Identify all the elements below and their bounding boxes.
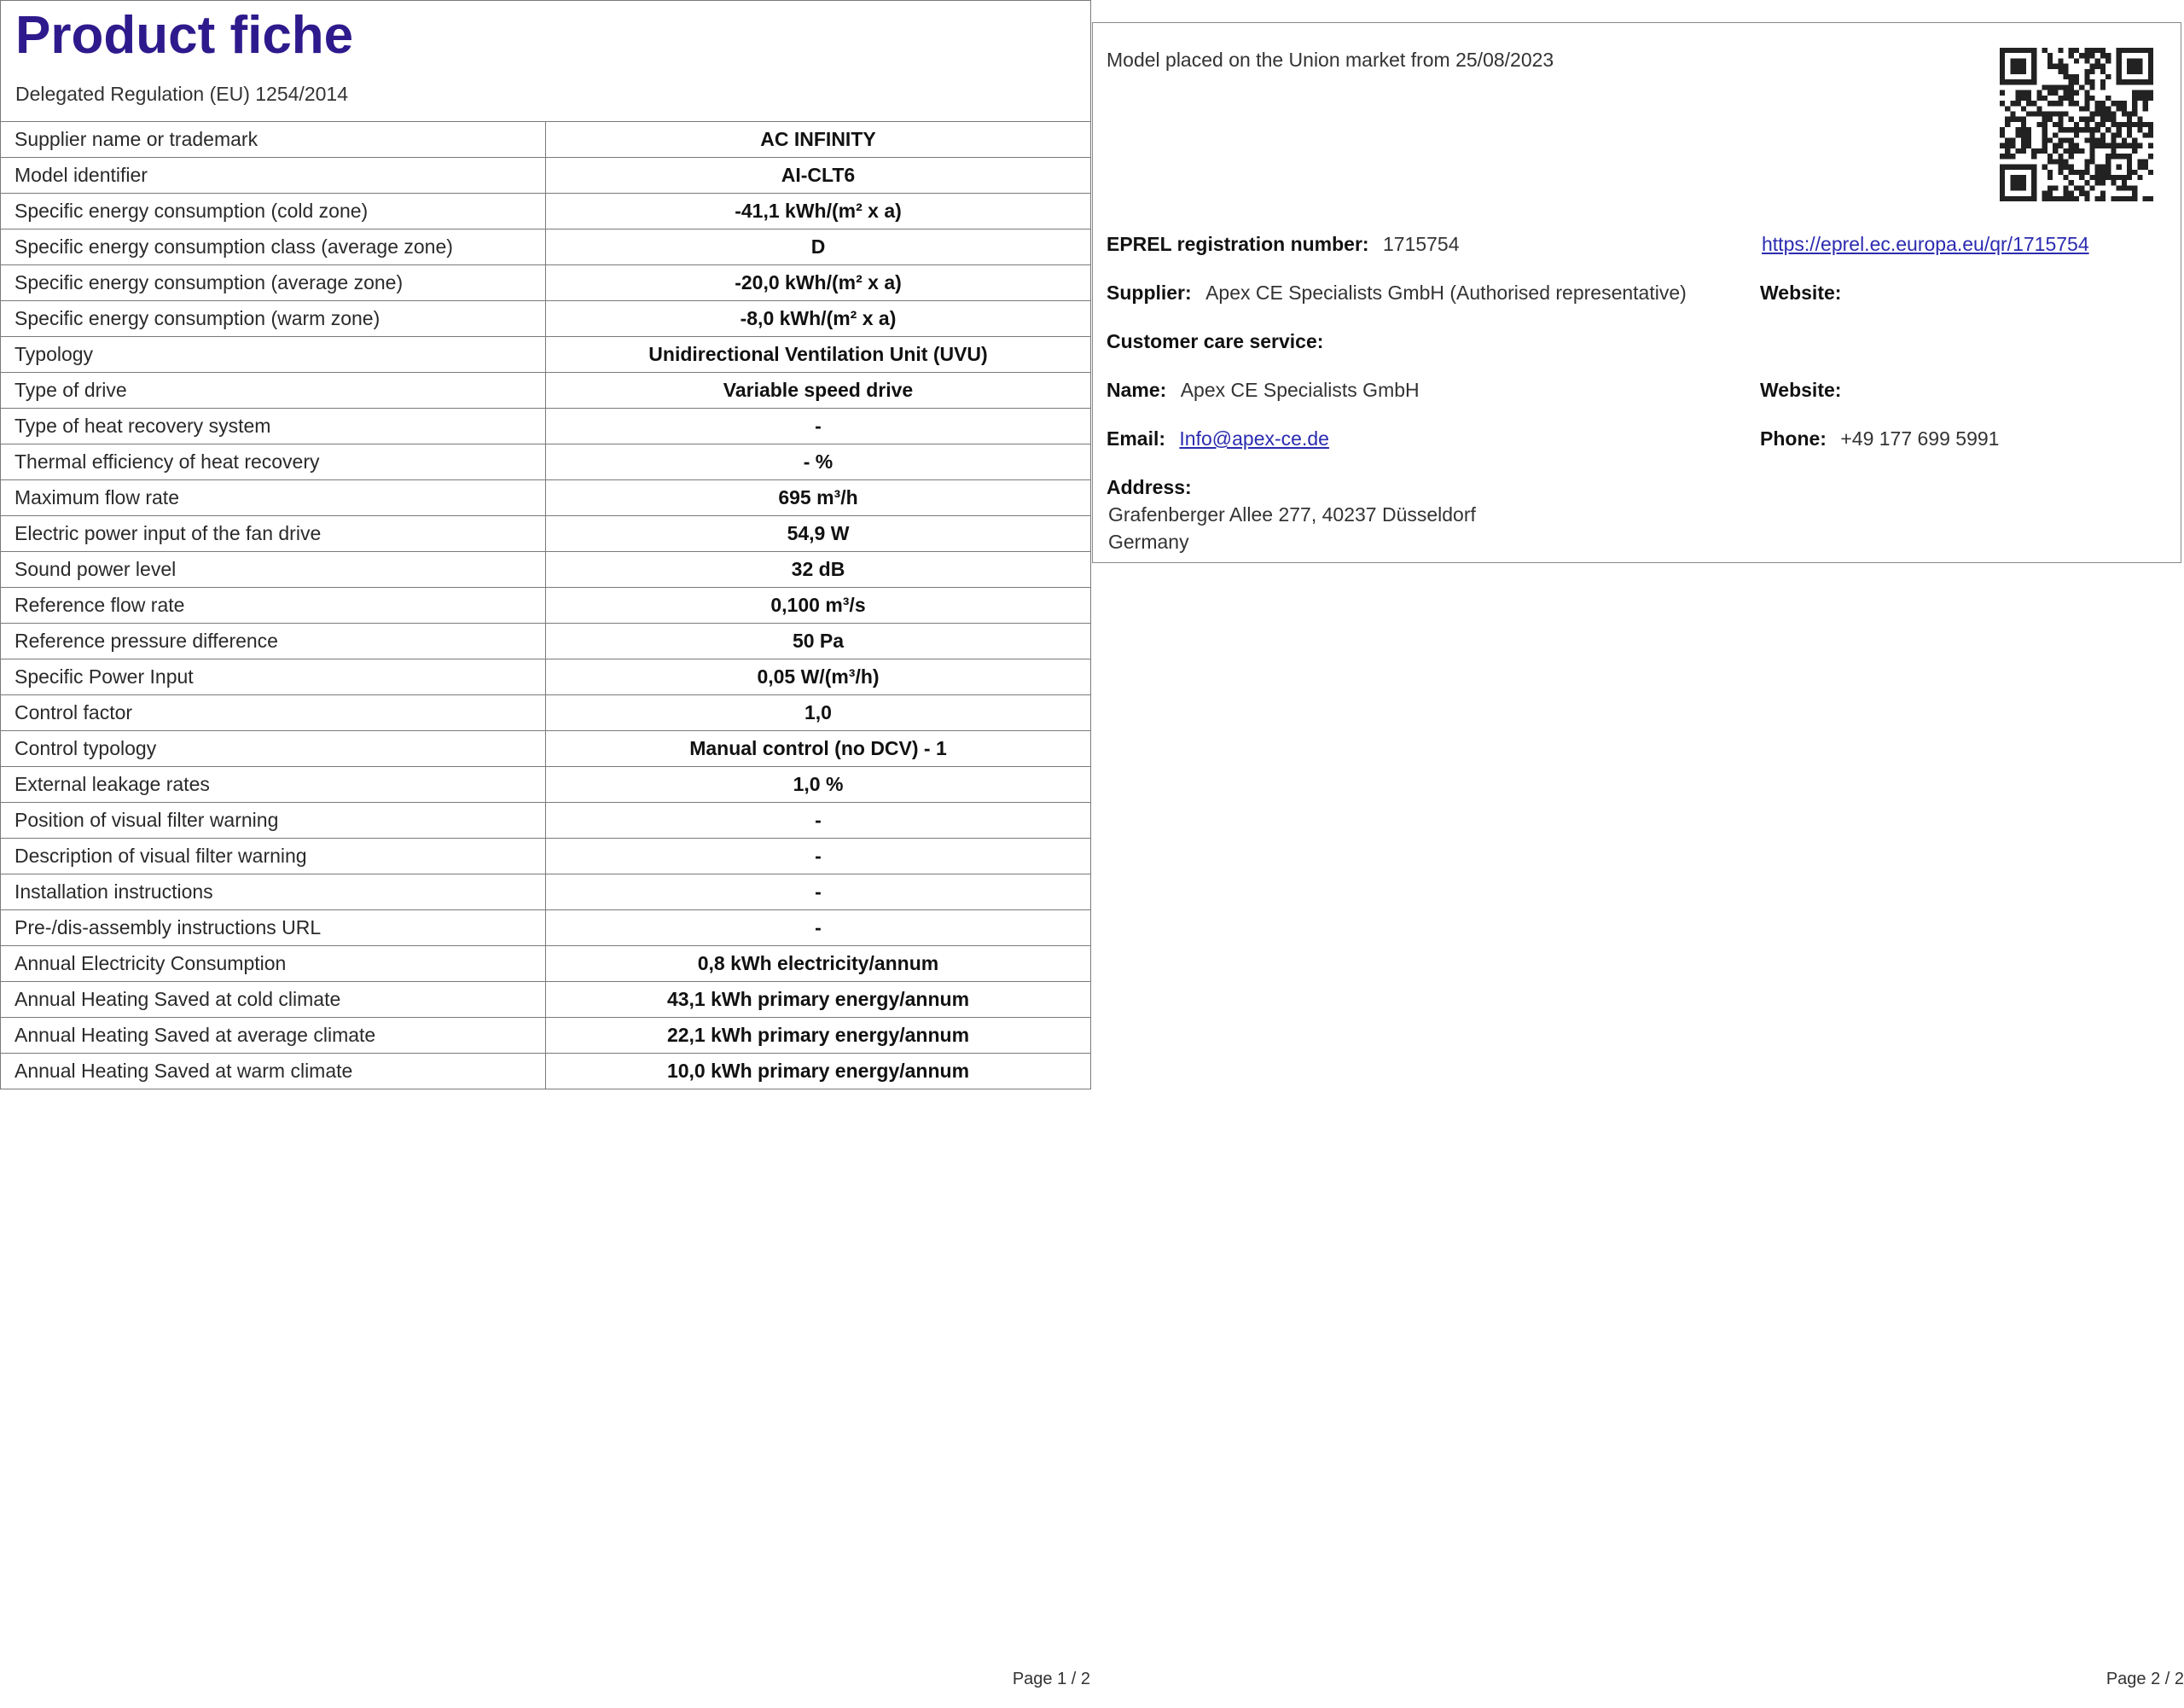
table-row: [1, 1054, 1091, 1089]
row-value: 1,0 %: [546, 767, 1091, 803]
address-line-2: Germany: [1108, 531, 1189, 553]
row-value: 22,1 kWh primary energy/annum: [546, 1018, 1091, 1054]
row-label: Type of heat recovery system: [1, 409, 546, 444]
row-value: AI-CLT6: [546, 158, 1091, 194]
row-value: -: [546, 874, 1091, 910]
row-label: Type of drive: [1, 373, 546, 409]
row-value: D: [546, 229, 1091, 265]
row-label: Specific energy consumption (cold zone): [1, 194, 546, 229]
website2-label: Website:: [1760, 379, 1842, 401]
table-row: [1, 588, 1091, 624]
phone-row: [1760, 427, 1999, 450]
regulation-reference: Delegated Regulation (EU) 1254/2014: [15, 83, 348, 105]
supplier-info-box: [1092, 22, 2181, 563]
row-value: Variable speed drive: [546, 373, 1091, 409]
row-value: -8,0 kWh/(m² x a): [546, 301, 1091, 337]
row-value: 1,0: [546, 695, 1091, 731]
table-row: [1, 194, 1091, 229]
row-value: 43,1 kWh primary energy/annum: [546, 982, 1091, 1018]
row-label: Position of visual filter warning: [1, 803, 546, 839]
row-value: -: [546, 803, 1091, 839]
table-row: [1, 803, 1091, 839]
row-label: Reference pressure difference: [1, 624, 546, 659]
table-row: [1, 624, 1091, 659]
spec-table: [0, 121, 1091, 1089]
row-value: 10,0 kWh primary energy/annum: [546, 1054, 1091, 1089]
page-number: Page 1 / 2: [1012, 1670, 1090, 1688]
row-value: 695 m³/h: [546, 480, 1091, 516]
row-value: 32 dB: [546, 552, 1091, 588]
eprel-row: [1107, 233, 1460, 256]
row-label: Control typology: [1, 731, 546, 767]
table-row: [1, 373, 1091, 409]
row-label: External leakage rates: [1, 767, 546, 803]
table-row: [1, 158, 1091, 194]
table-row: [1, 301, 1091, 337]
supplier-row: [1107, 282, 1687, 305]
row-value: 50 Pa: [546, 624, 1091, 659]
address-label: Address:: [1107, 476, 1192, 498]
row-label: Pre-/dis-assembly instructions URL: [1, 910, 546, 946]
row-label: Supplier name or trademark: [1, 122, 546, 158]
phone-value: +49 177 699 5991: [1840, 427, 2000, 450]
table-row: [1, 337, 1091, 373]
row-value: -41,1 kWh/(m² x a): [546, 194, 1091, 229]
table-row: [1, 982, 1091, 1018]
row-label: Installation instructions: [1, 874, 546, 910]
page-title: Product fiche: [15, 6, 354, 65]
table-row: [1, 1018, 1091, 1054]
row-value: -: [546, 409, 1091, 444]
row-value: Unidirectional Ventilation Unit (UVU): [546, 337, 1091, 373]
table-row: [1, 265, 1091, 301]
table-row: [1, 731, 1091, 767]
table-row: [1, 659, 1091, 695]
phone-label: Phone:: [1760, 427, 1827, 450]
row-value: - %: [546, 444, 1091, 480]
row-label: Thermal efficiency of heat recovery: [1, 444, 546, 480]
row-label: Annual Heating Saved at warm climate: [1, 1054, 546, 1089]
eprel-label: EPREL registration number:: [1107, 233, 1369, 255]
table-row: [1, 444, 1091, 480]
supplier-value: Apex CE Specialists GmbH (Authorised representative): [1205, 282, 1687, 304]
row-label: Annual Heating Saved at cold climate: [1, 982, 546, 1018]
customer-care-label: Customer care service:: [1107, 330, 1324, 352]
row-label: Annual Electricity Consumption: [1, 946, 546, 982]
eprel-number: 1715754: [1382, 233, 1460, 255]
table-row: [1, 839, 1091, 874]
row-value: -20,0 kWh/(m² x a): [546, 265, 1091, 301]
row-label: Specific energy consumption (average zone): [1, 265, 546, 301]
row-value: 0,8 kWh electricity/annum: [546, 946, 1091, 982]
email-label: Email:: [1107, 427, 1166, 450]
row-label: Electric power input of the fan drive: [1, 516, 546, 552]
page-number: Page 2 / 2: [2106, 1670, 2184, 1688]
qr-code-icon: [2000, 48, 2153, 201]
row-label: Typology: [1, 337, 546, 373]
address-line-1: Grafenberger Allee 277, 40237 Düsseldorf: [1108, 503, 1476, 526]
table-row: [1, 552, 1091, 588]
row-value: -: [546, 839, 1091, 874]
eprel-link[interactable]: https://eprel.ec.europa.eu/qr/1715754: [1762, 233, 2089, 255]
row-value: Manual control (no DCV) - 1: [546, 731, 1091, 767]
row-label: Maximum flow rate: [1, 480, 546, 516]
page-2: [1092, 0, 2184, 1708]
table-row: [1, 910, 1091, 946]
row-label: Sound power level: [1, 552, 546, 588]
row-label: Specific Power Input: [1, 659, 546, 695]
name-value: Apex CE Specialists GmbH: [1180, 379, 1420, 401]
row-label: Control factor: [1, 695, 546, 731]
table-row: [1, 874, 1091, 910]
email-row: [1107, 427, 1329, 450]
row-label: Description of visual filter warning: [1, 839, 546, 874]
row-value: 0,05 W/(m³/h): [546, 659, 1091, 695]
table-row: [1, 480, 1091, 516]
table-row: [1, 409, 1091, 444]
row-label: Reference flow rate: [1, 588, 546, 624]
page-1: [0, 0, 1091, 1708]
row-value: AC INFINITY: [546, 122, 1091, 158]
row-value: -: [546, 910, 1091, 946]
row-label: Model identifier: [1, 158, 546, 194]
table-row: [1, 122, 1091, 158]
table-row: [1, 695, 1091, 731]
website-label: Website:: [1760, 282, 1842, 304]
table-row: [1, 767, 1091, 803]
row-label: Annual Heating Saved at average climate: [1, 1018, 546, 1054]
table-row: [1, 516, 1091, 552]
name-row: [1107, 379, 1420, 402]
row-value: 0,100 m³/s: [546, 588, 1091, 624]
table-row: [1, 229, 1091, 265]
fiche-header: [0, 0, 1091, 121]
email-link[interactable]: Info@apex-ce.de: [1179, 427, 1329, 450]
market-date-text: Model placed on the Union market from 25/08/2023: [1107, 49, 1554, 71]
table-row: [1, 946, 1091, 982]
row-label: Specific energy consumption class (average zone): [1, 229, 546, 265]
row-value: 54,9 W: [546, 516, 1091, 552]
name-label: Name:: [1107, 379, 1167, 401]
row-label: Specific energy consumption (warm zone): [1, 301, 546, 337]
supplier-label: Supplier:: [1107, 282, 1192, 304]
